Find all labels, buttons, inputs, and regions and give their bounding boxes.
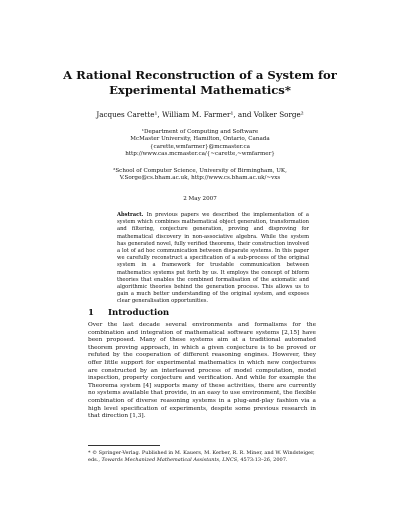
affiliation-1-email: {carette,wmfarmer}@mcmaster.ca [149, 143, 251, 150]
affiliation-2-line-1: ²School of Computer Science, University of Birmingham, UK, [113, 168, 287, 174]
footnote-text: © Springer-Verlag. Published in M. Kauers, M. Kerber, R. R. Miner, and W. Windsteiger, eds., [88, 450, 315, 463]
affiliation-birmingham [0, 168, 400, 183]
title-line-1: A Rational Reconstruction of a System for [63, 68, 337, 82]
footnote [88, 450, 316, 464]
affiliation-1-line-1: ¹Department of Computing and Software [141, 129, 259, 135]
abstract [117, 212, 309, 306]
author-list: Jacques Carette¹, William M. Farmer¹, and Volker Sorge² [96, 110, 304, 119]
affiliation-1-line-2: McMaster University, Hamilton, Ontario, Canada [130, 136, 270, 143]
affiliation-mcmaster [0, 129, 400, 158]
section-heading [88, 308, 169, 318]
footnote-divider [88, 445, 160, 446]
abstract-text: In previous papers we described the implementation of a system which combines mathematical object generation, transformation and filtering, conjecture generation, proving and disproving for mathematical discovery in non-associative algebra. While the system has generated novel, fully verified theorems, their construction involved a lot of ad hoc communication between disparate systems. In this paper we carefully reconstruct a specification of a sub-process of the original system in a framework for trustable communication between mathematics systems put forth by us. It employs the concept of biform theories that enables the combined formalisation of the axiomatic and algorithmic theories behind the generation process. This allows us to gain a much better understanding of the original system, and exposes clear generalisation opportunities. [117, 212, 309, 305]
footnote-marker: * [88, 450, 91, 456]
abstract-label: Abstract. [117, 212, 144, 218]
introduction-body [88, 322, 316, 421]
footnote-pages: , 4573:13–26, 2007. [237, 457, 288, 463]
introduction-paragraph: Over the last decade several environments and formalisms for the combination and integration of mathematical software systems [2,15] have been proposed. Many of these systems aim at a traditional automated theorem proving approach, in which a given conjecture is to be proved or refuted by the cooperation of different reasoning engines. However, they offer little support for experimental mathematics in which new conjectures are constructed by an interleaved process of model computation, model inspection, property conjecture and verification. And while for example the Theorema system [4] supports many of these activities, there are currently no systems available that provide, in an easy to use environment, the flexible combination of diverse reasoning systems in a plug-and-play fashion via a high level specification of experiments, despite some previous research in that direction [1,3]. [88, 322, 316, 420]
footnote-book-title: Towards Mechanized Mathematical Assistants, LNCS [101, 457, 238, 463]
affiliation-2-line-2: V.Sorge@cs.bham.ac.uk, http://www.cs.bham.ac.uk/~vxs [119, 175, 281, 182]
section-number: 1 [88, 308, 94, 318]
paper-title [0, 68, 400, 98]
section-title: Introduction [107, 308, 170, 318]
title-line-2: Experimental Mathematics* [109, 83, 291, 97]
affiliation-1-url: http://www.cas.mcmaster.ca/{~carette,~wmfarmer} [125, 150, 275, 157]
paper-date: 2 May 2007 [183, 196, 217, 202]
